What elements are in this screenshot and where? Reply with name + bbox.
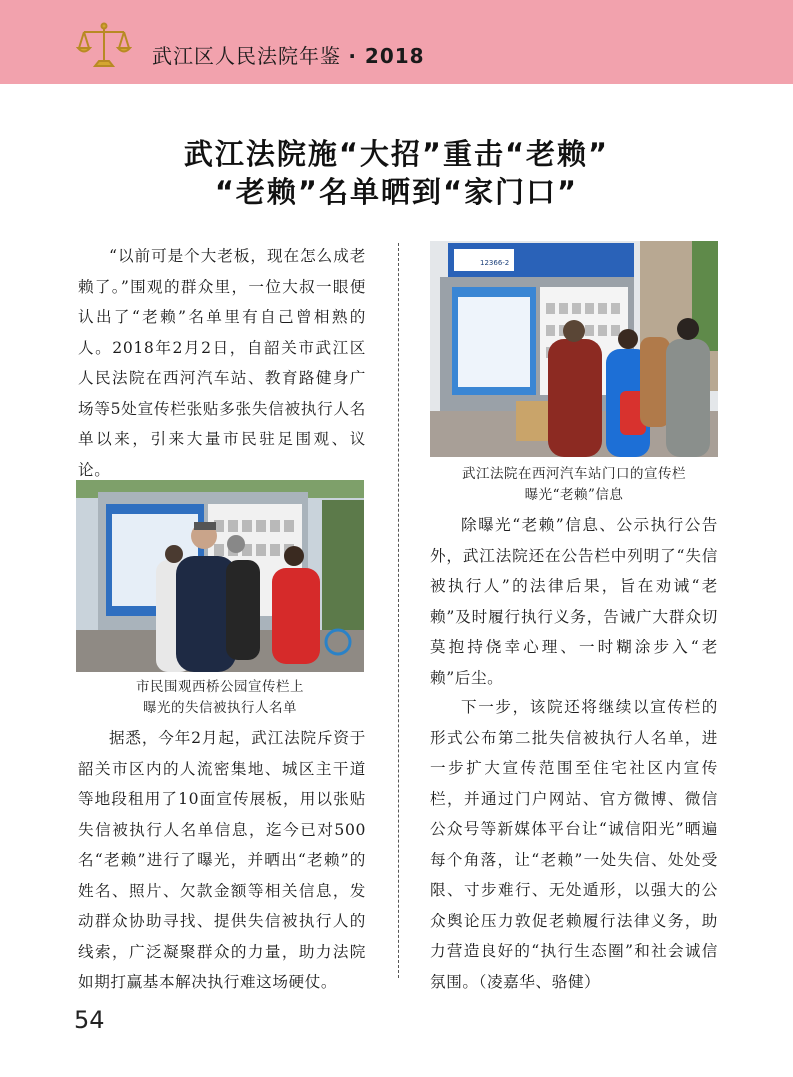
page-number: 54 [74,1006,105,1034]
article-title-line1: 武江法院施“大招”重击“老赖” [183,137,610,171]
column-divider [398,243,399,978]
sign-hotline-text: 12366-2 [480,259,510,267]
scales-of-justice-icon [76,20,132,70]
yearbook-year: · 2018 [348,44,425,68]
photo-xihe-bus-station [430,241,718,457]
paragraph-3: 除曝光“老赖”信息、公示执行公告外，武江法院还在公告栏中列明了“失信被执行人”的法律后果，旨在劝诫“老赖”及时履行执行义务，告诫广大群众切莫抱持侥幸心理、一时糊涂步入“老赖”后尘。 [430,516,718,687]
photo-caption-left [76,677,364,719]
article-title-line2: “老赖”名单晒到“家门口” [214,175,579,209]
paragraph-2: 据悉，今年2月起，武江法院斥资于韶关市区内的人流密集地、城区主干道等地段租用了10面宣传展板，用以张贴失信被执行人名单信息，迄今已对500名“老赖”进行了曝光，并晒出“老赖”的姓名、照片、欠款金额等相关信息，发动群众协助寻找、提供失信被执行人的线索，广泛凝聚群众的力量，助力法院如期打赢基本解决执行难这场硬仗。 [78,729,366,991]
caption-right-line2: 曝光“老赖”信息 [524,487,624,503]
caption-left-line1: 市民围观西桥公园宣传栏上 [136,679,304,695]
yearbook-title [152,40,425,69]
paragraph-4: 下一步，该院还将继续以宣传栏的形式公布第二批失信被执行人名单，进一步扩大宣传范围至住宅社区内宣传栏，并通过门户网站、官方微博、微信公众号等新媒体平台让“诚信阳光”晒遍每个角落，让“老赖”一处失信、处处受限、寸步难行、无处遁形，以强大的公众舆论压力敦促老赖履行法律义务，助力营造良好的“执行生态圈”和社会诚信氛围。（凌嘉华、骆健） [430,698,718,991]
caption-right-line1: 武江法院在西河汽车站门口的宣传栏 [462,466,686,482]
yearbook-name: 武江区人民法院年鉴 [152,44,341,68]
paragraph-1: “以前可是个大老板，现在怎么成老赖了。”围观的群众里，一位大叔一眼便认出了“老赖”名单里有自己曾相熟的人。2018年2月2日，自韶关市武江区人民法院在西河汽车站、教育路健身广场等5处宣传栏张贴多张失信被执行人名单以来，引来大量市民驻足围观、议论。 [78,247,366,479]
page-header [0,0,793,84]
photo-caption-right [430,464,718,506]
photo-xiqiao-park [76,480,364,672]
caption-left-line2: 曝光的失信被执行人名单 [143,700,297,716]
